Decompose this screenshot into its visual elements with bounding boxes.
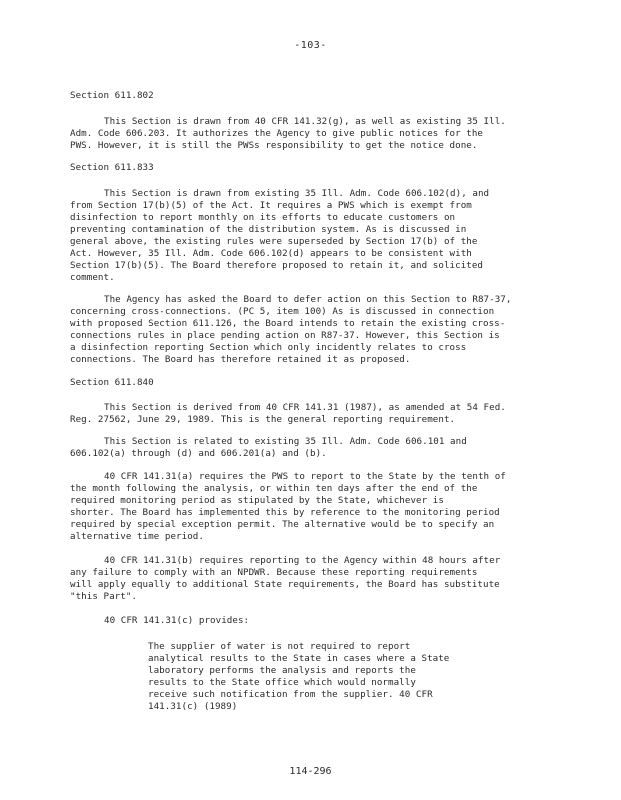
text-line: preventing contamination of the distribution system. As is discussed in — [70, 224, 467, 235]
text-line: 40 CFR 141.31(a) requires the PWS to report to the State by the tenth of — [104, 471, 506, 482]
text-line: This Section is drawn from existing 35 Ill. Adm. Code 606.102(d), and — [104, 188, 490, 199]
text-line: 606.102(a) through (d) and 606.201(a) and (b). — [70, 448, 327, 459]
text-line: general above, the existing rules were superseded by Section 17(b) of the — [70, 236, 478, 247]
text-line: the month following the analysis, or within ten days after the end of the — [70, 483, 478, 494]
text-line: 141.31(c) (1989) — [148, 701, 238, 712]
text-line: "this Part". — [70, 591, 137, 602]
text-line: shorter. The Board has implemented this by reference to the monitoring period — [70, 507, 500, 518]
text-line: disinfection to report monthly on its efforts to educate customers on — [70, 212, 456, 223]
text-line: PWS. However, it is still the PWSs responsibility to get the notice done. — [70, 140, 478, 151]
text-line: a disinfection reporting Section which only incidently relates to cross — [70, 342, 467, 353]
text-line: connections rules in place pending action on R87-37. However, this Section is — [70, 330, 500, 341]
text-line: concerning cross-connections. (PC 5, item 100) As is discussed in connection — [70, 306, 495, 317]
text-line: Section 611.840 — [70, 377, 154, 388]
text-line: This Section is derived from 40 CFR 141.31 (1987), as amended at 54 Fed. — [104, 402, 506, 413]
text-line: The supplier of water is not required to report — [148, 641, 411, 652]
text-line: from Section 17(b)(5) of the Act. It requires a PWS which is exempt from — [70, 200, 472, 211]
text-line: Reg. 27562, June 29, 1989. This is the general reporting requirement. — [70, 414, 456, 425]
text-line: any failure to comply with an NPDWR. Because these reporting requirements — [70, 567, 478, 578]
text-line: comment. — [70, 272, 115, 283]
text-line: connections. The Board has therefore retained it as proposed. — [70, 354, 411, 365]
text-line: results to the State office which would normally — [148, 677, 416, 688]
text-line: 40 CFR 141.31(c) provides: — [104, 615, 250, 626]
text-line: The Agency has asked the Board to defer action on this Section to R87-37, — [104, 294, 512, 305]
text-line: 40 CFR 141.31(b) requires reporting to the Agency within 48 hours after — [104, 555, 501, 566]
text-line: will apply equally to additional State requirements, the Board has substitute — [70, 579, 500, 590]
text-line: laboratory performs the analysis and reports the — [148, 665, 416, 676]
text-line: receive such notification from the supplier. 40 CFR — [148, 689, 433, 700]
page-footer-code: 114-296 — [289, 766, 332, 777]
text-line: analytical results to the State in cases where a State — [148, 653, 450, 664]
text-line: with proposed Section 611.126, the Board intends to retain the existing cross- — [70, 318, 506, 329]
text-line: Section 611.802 — [70, 90, 154, 101]
text-line: This Section is related to existing 35 Ill. Adm. Code 606.101 and — [104, 436, 467, 447]
text-line: required by special exception permit. The alternative would be to specify an — [70, 519, 495, 530]
page-number: -103- — [294, 40, 327, 51]
text-line: Adm. Code 606.203. It authorizes the Agency to give public notices for the — [70, 128, 484, 139]
text-line: alternative time period. — [70, 531, 204, 542]
text-line: Section 17(b)(5). The Board therefore proposed to retain it, and solicited — [70, 260, 484, 271]
text-line: required monitoring period as stipulated by the State, whichever is — [70, 495, 444, 506]
text-line: This Section is drawn from 40 CFR 141.32(g), as well as existing 35 Ill. — [104, 116, 506, 127]
text-line: Section 611.833 — [70, 162, 154, 173]
text-line: Act. However, 35 Ill. Adm. Code 606.102(d) appears to be consistent with — [70, 248, 472, 259]
